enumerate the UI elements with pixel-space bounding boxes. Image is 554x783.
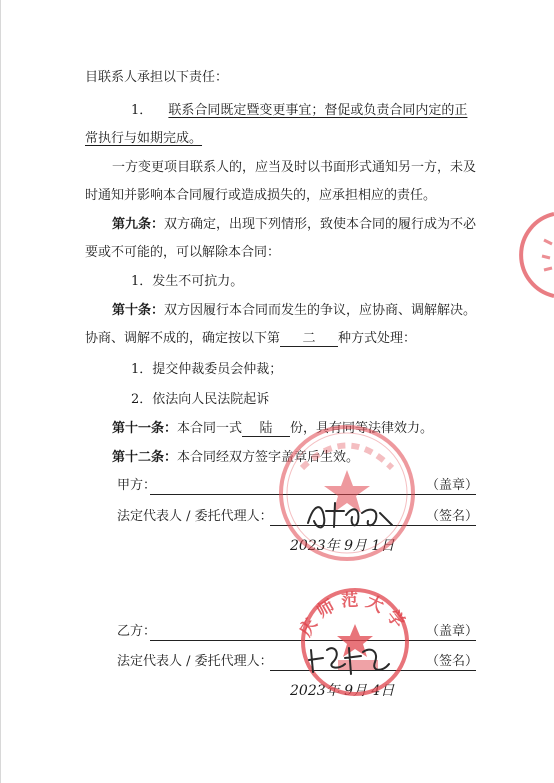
article-12-label: 第十二条： (112, 450, 178, 465)
party-b-label: 乙方： (117, 624, 157, 639)
party-a-label: 甲方： (117, 478, 157, 493)
duty-line-1: 联系合同既定暨变更事宜；督促或负责合同内定的正 (168, 103, 468, 118)
duty-number: 1． (131, 103, 153, 118)
article-11-pre: 本合同一式 (177, 421, 243, 436)
change-line-1: 一方变更项目联系人的，应当及时以书面形式通知另一方，未及 (112, 160, 477, 175)
duty-line-2: 常执行与如期完成。 (85, 131, 203, 146)
party-b-date: 2023年 9月 4日 (290, 683, 395, 699)
cross-page-seal-fragment (514, 210, 554, 300)
article-10-line-2 (85, 331, 416, 347)
party-b-signature (305, 640, 395, 680)
party-b-seal (290, 572, 420, 702)
party-b-rep-label: 法定代表人 / 委托代理人： (117, 654, 273, 669)
article-10 (112, 303, 476, 319)
party-b-seal-text: 庆师范大学 (295, 590, 413, 641)
article-10-post: 种方式处理： (338, 331, 417, 346)
change-line-2: 时通知并影响本合同履行或造成损失的，应承担相应的责任。 (85, 188, 437, 203)
article-10-pre: 协商、调解不成的，确定按以下第 (85, 331, 281, 346)
party-a-seal (272, 418, 422, 568)
party-a-date: 2023年 9月 1日 (290, 538, 395, 554)
article-12-text: 本合同经双方签字盖章后生效。 (177, 450, 360, 465)
article-11-post: 份，具有同等法律效力。 (290, 421, 434, 436)
party-b-sign-tag: （签名） (426, 654, 479, 669)
page-edge (0, 0, 1, 783)
party-a-rep-label: 法定代表人 / 委托代理人： (117, 509, 273, 524)
duty-item-1 (131, 103, 467, 119)
article-10-option-2: 2．依法向人民法院起诉 (131, 392, 270, 407)
article-10-line-1: 双方因履行本合同而发生的争议，应协商、调解解决。 (164, 303, 477, 318)
party-a-signature (300, 495, 400, 535)
article-10-label: 第十条： (112, 303, 165, 318)
article-11-label: 第十一条： (112, 421, 178, 436)
article-9-line-2: 要或不可能的，可以解除本合同： (85, 245, 281, 260)
article-9-line-1: 双方确定，出现下列情形，致使本合同的履行成为不必 (164, 217, 477, 232)
article-10-choice: 二 (280, 331, 338, 347)
party-a-seal-tag: （盖章） (426, 478, 479, 493)
party-a-sign-tag: （签名） (426, 509, 479, 524)
article-10-option-1: 1．提交仲裁委员会仲裁； (131, 362, 283, 377)
intro-text: 目联系人承担以下责任： (85, 70, 229, 85)
article-9 (112, 217, 476, 233)
article-9-label: 第九条： (112, 217, 165, 232)
party-b-seal-tag: （盖章） (426, 624, 479, 639)
article-11-count: 陆 (242, 421, 290, 437)
article-9-item-1: 1．发生不可抗力。 (131, 274, 244, 289)
